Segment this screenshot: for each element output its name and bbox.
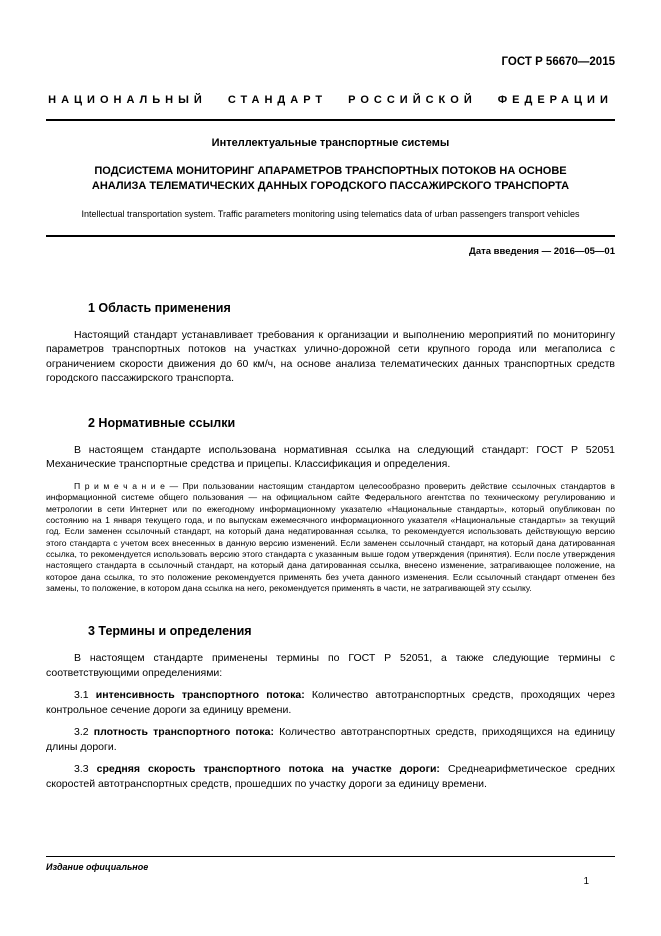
footer-divider <box>46 856 615 857</box>
document-title-english: Intellectual transportation system. Traffic parameters monitoring using telematics data of urban passengers transport vehicles <box>81 208 580 219</box>
national-standard-header: НАЦИОНАЛЬНЫЙ СТАНДАРТ РОССИЙСКОЙ ФЕДЕРАЦИИ <box>48 94 613 106</box>
section-3-paragraph: В настоящем стандарте применены термины по ГОСТ Р 52051, а также следующие термины с соответствующими определениями: <box>46 652 615 679</box>
effective-date: Дата введения — 2016—05—01 <box>469 245 615 257</box>
term-item-3-2 <box>46 725 615 754</box>
document-code: ГОСТ Р 56670—2015 <box>501 56 615 68</box>
term-name: интенсивность транспортного потока: <box>95 689 305 702</box>
document-subject: Интеллектуальные транспортные системы <box>211 137 450 149</box>
term-number: 3.2 <box>74 726 89 739</box>
term-item-3-3 <box>46 762 615 791</box>
document-title: ПОДСИСТЕМА МОНИТОРИНГ АПАРАМЕТРОВ ТРАНСПОРТНЫХ ПОТОКОВ НА ОСНОВЕ АНАЛИЗА ТЕЛЕМАТИЧЕСКИХ ДАННЫХ ГОРОДСКОГО ПАССАЖИРСКОГО ТРАНСПОРТА <box>91 165 570 193</box>
section-2-note: П р и м е ч а н и е — При пользовании настоящим стандартом целесообразно проверить действие ссылочных стандартов в информационной системе общего пользования — на официальном сайте Федерального агентства по техническому регулированию и метрологии в сети Интернет или по ежегодному информационному указателю «Национальные стандарты», который опубликован по состоянию на 1 января текущего года, и по выпускам ежемесячного информационного указателя «Национальные стандарты» за текущий год. Если заменен ссылочный стандарт, на который дана недатированная ссылка, то рекомендуется использовать действующую версию этого стандарта с учетом всех внесенных в данную версию изменений. Если заменен ссылочный стандарт, на который дана датированная ссылка, то рекомендуется использовать версию этого стандарта с указанным выше годом утверждения (принятия). Если после утверждения настоящего стандарта в ссылочный стандарт, на который дана датированная ссылка, внесено изменение, затрагивающее положение, на которое дана ссылка, то это положение рекомендуется применять без учета данного изменения. Если ссылочный стандарт отменен без замены, то положение, в котором дана ссылка на него, рекомендуется применять в части, не затрагивающей эту ссылку. <box>46 480 615 593</box>
title-divider <box>46 235 615 237</box>
section-3-heading: 3 Термины и определения <box>88 624 252 639</box>
term-definition: Среднеарифметическое средних скоростей автотранспортных средств, прошедших по участку дороги за единицу времени. <box>46 763 616 790</box>
term-number: 3.3 <box>74 763 89 776</box>
term-number: 3.1 <box>74 689 89 702</box>
term-definition: Количество автотранспортных средств, проходящих через контрольное сечение дороги за единицу времени. <box>46 689 615 716</box>
header-divider <box>46 119 615 121</box>
section-2-heading: 2 Нормативные ссылки <box>88 415 236 430</box>
official-edition-label: Издание официальное <box>46 862 149 872</box>
term-item-3-1 <box>46 688 615 717</box>
page-number: 1 <box>583 876 589 887</box>
term-definition: Количество автотранспортных средств, приходящихся на единицу длины дороги. <box>46 726 616 753</box>
section-1-paragraph: Настоящий стандарт устанавливает требования к организации и выполнению мероприятий по мониторингу параметров транспортных потоков на участках улично-дорожной сети крупного города или мегаполиса с ограничением скорости движения до 60 км/ч, на основе анализа телематических данных транспортных средств городского пассажирского транспорта. <box>46 328 615 385</box>
term-name: плотность транспортного потока: <box>93 726 274 739</box>
section-2-paragraph: В настоящем стандарте использована нормативная ссылка на следующий стандарт: ГОСТ Р 52051 Механические транспортные средства и прицепы. Классификация и определения. <box>46 443 615 471</box>
section-1-heading: 1 Область применения <box>88 300 231 315</box>
term-name: средняя скорость транспортного потока на участке дороги: <box>96 763 440 776</box>
